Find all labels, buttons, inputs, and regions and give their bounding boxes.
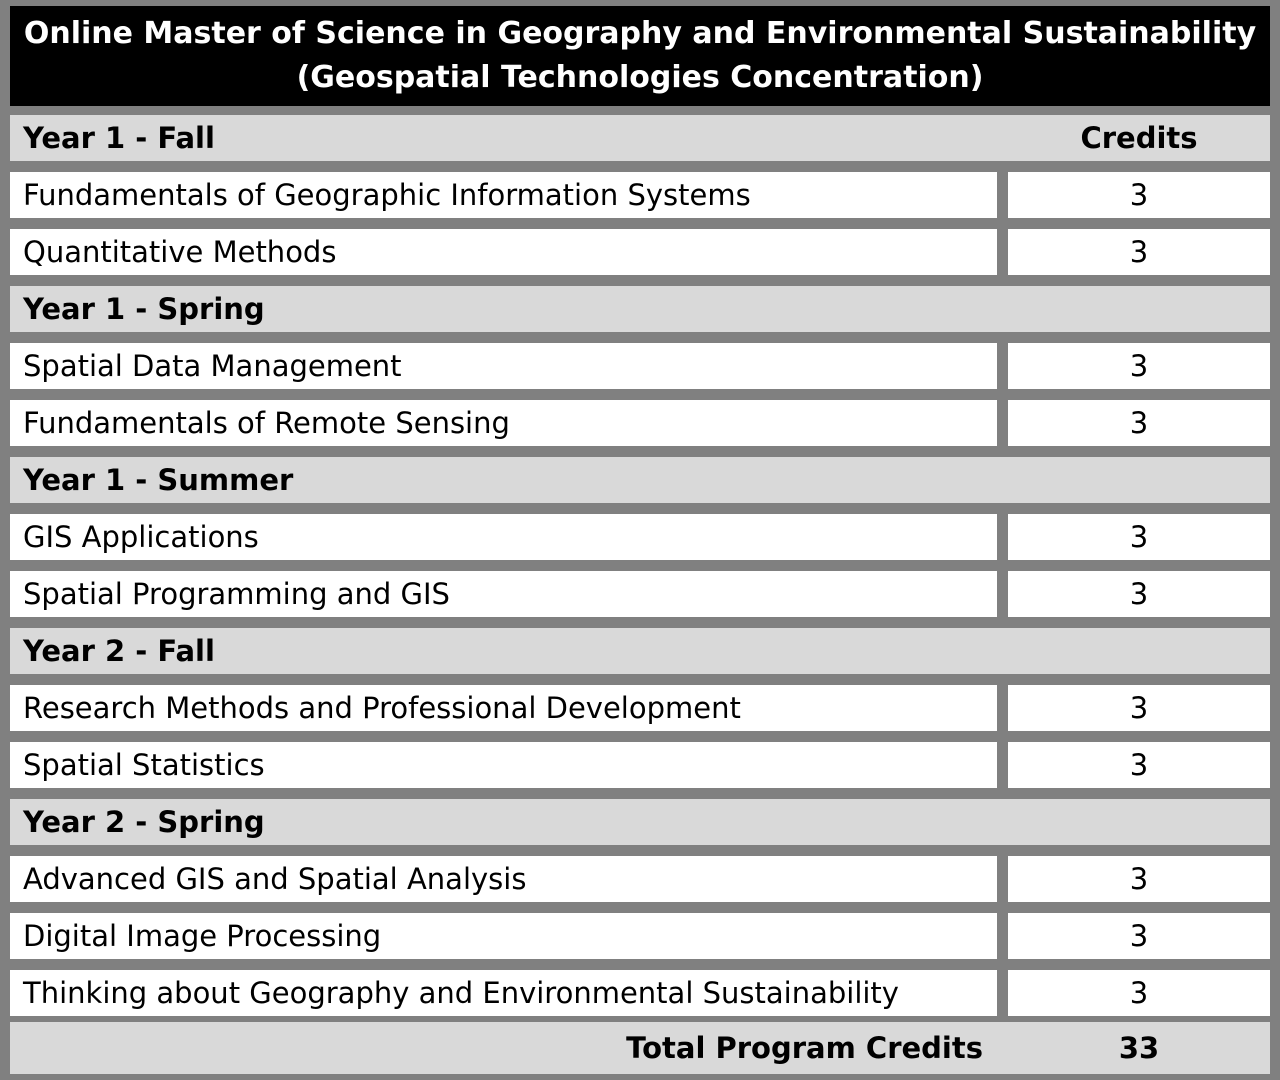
table-row (10, 343, 1270, 389)
total-row (10, 1022, 1270, 1074)
term-header-year1-summer (10, 457, 1270, 503)
term-label: Year 1 - Fall (23, 121, 215, 155)
course-name: Fundamentals of Remote Sensing (10, 400, 997, 446)
course-name: Quantitative Methods (10, 229, 997, 275)
course-credits: 3 (1008, 970, 1270, 1016)
course-credits: 3 (1008, 685, 1270, 731)
course-credits: 3 (1008, 913, 1270, 959)
course-name: GIS Applications (10, 514, 997, 560)
term-label: Year 1 - Spring (23, 292, 265, 326)
course-name: Spatial Data Management (10, 343, 997, 389)
credits-column-header: Credits (1080, 121, 1198, 155)
table-row (10, 856, 1270, 902)
table-title (10, 6, 1270, 106)
course-name: Spatial Programming and GIS (10, 571, 997, 617)
table-row (10, 913, 1270, 959)
term-label: Year 1 - Summer (23, 463, 294, 497)
course-name: Fundamentals of Geographic Information Systems (10, 172, 997, 218)
course-name: Research Methods and Professional Development (10, 685, 997, 731)
title-line-1: Online Master of Science in Geography and Environmental Sustainability (23, 16, 1257, 51)
table-row (10, 172, 1270, 218)
table-row (10, 571, 1270, 617)
table-row (10, 742, 1270, 788)
course-credits: 3 (1008, 172, 1270, 218)
course-credits: 3 (1008, 229, 1270, 275)
term-header-year1-fall (10, 115, 1270, 161)
table-row (10, 514, 1270, 560)
table-row (10, 229, 1270, 275)
course-credits: 3 (1008, 400, 1270, 446)
table-row (10, 970, 1270, 1016)
course-credits: 3 (1008, 571, 1270, 617)
course-credits: 3 (1008, 856, 1270, 902)
total-label: Total Program Credits (626, 1031, 983, 1065)
term-label: Year 2 - Fall (23, 634, 215, 668)
table-row (10, 685, 1270, 731)
course-credits: 3 (1008, 742, 1270, 788)
course-credits: 3 (1008, 514, 1270, 560)
term-header-year2-spring (10, 799, 1270, 845)
course-credits: 3 (1008, 343, 1270, 389)
course-name: Digital Image Processing (10, 913, 997, 959)
course-name: Advanced GIS and Spatial Analysis (10, 856, 997, 902)
term-label: Year 2 - Spring (23, 805, 265, 839)
course-name: Spatial Statistics (10, 742, 997, 788)
total-value: 33 (1118, 1031, 1160, 1065)
course-name: Thinking about Geography and Environmental Sustainability (10, 970, 997, 1016)
term-header-year1-spring (10, 286, 1270, 332)
title-line-2: (Geospatial Technologies Concentration) (296, 60, 984, 95)
table-row (10, 400, 1270, 446)
term-header-year2-fall (10, 628, 1270, 674)
